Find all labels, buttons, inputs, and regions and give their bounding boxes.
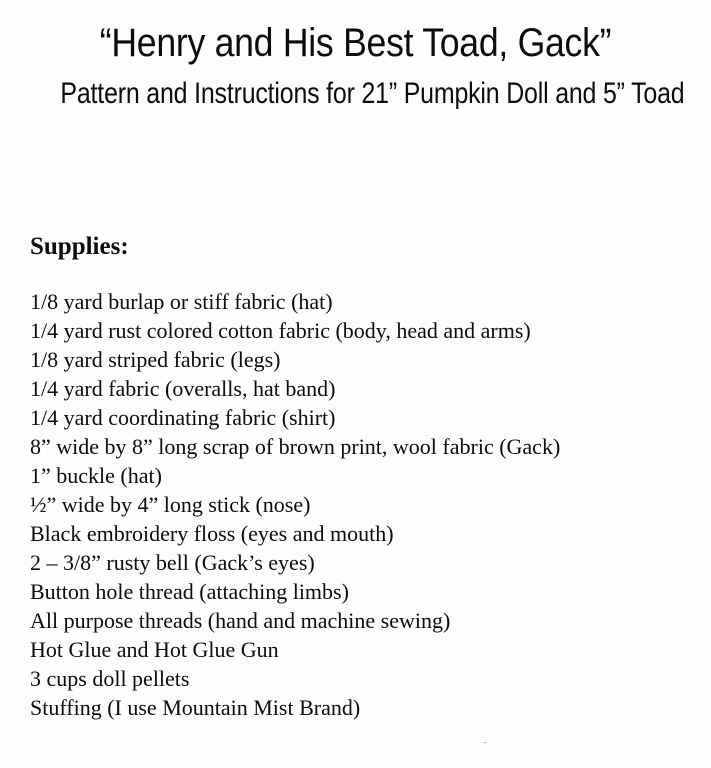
supply-item: All purpose threads (hand and machine sewing) (30, 608, 451, 633)
supply-item: 8” wide by 8” long scrap of brown print, wool fabric (Gack) (30, 434, 561, 459)
supply-item: 1/4 yard rust colored cotton fabric (body, head and arms) (30, 318, 531, 343)
supply-item: 1” buckle (hat) (30, 463, 162, 488)
supply-item: 1/4 yard coordinating fabric (shirt) (30, 405, 336, 430)
supplies-list (30, 287, 690, 722)
document-subtitle: Pattern and Instructions for 21” Pumpkin Doll and 5” Toad (60, 77, 685, 110)
supply-item: 2 – 3/8” rusty bell (Gack’s eyes) (30, 550, 315, 575)
supply-item: Stuffing (I use Mountain Mist Brand) (30, 695, 361, 720)
document-title: “Henry and His Best Toad, Gack” (99, 21, 612, 65)
supply-item: 3 cups doll pellets (30, 666, 190, 691)
supply-item: ½” wide by 4” long stick (nose) (30, 492, 311, 517)
supply-item: 1/4 yard fabric (overalls, hat band) (30, 376, 336, 401)
supply-item: Button hole thread (attaching limbs) (30, 579, 349, 604)
supply-item: 1/8 yard striped fabric (legs) (30, 347, 281, 372)
supply-item: Black embroidery floss (eyes and mouth) (30, 521, 394, 546)
supplies-heading: Supplies: (30, 233, 129, 260)
supply-item: 1/8 yard burlap or stiff fabric (hat) (30, 289, 333, 314)
supply-item: Hot Glue and Hot Glue Gun (30, 637, 279, 662)
scan-speck (484, 742, 486, 743)
